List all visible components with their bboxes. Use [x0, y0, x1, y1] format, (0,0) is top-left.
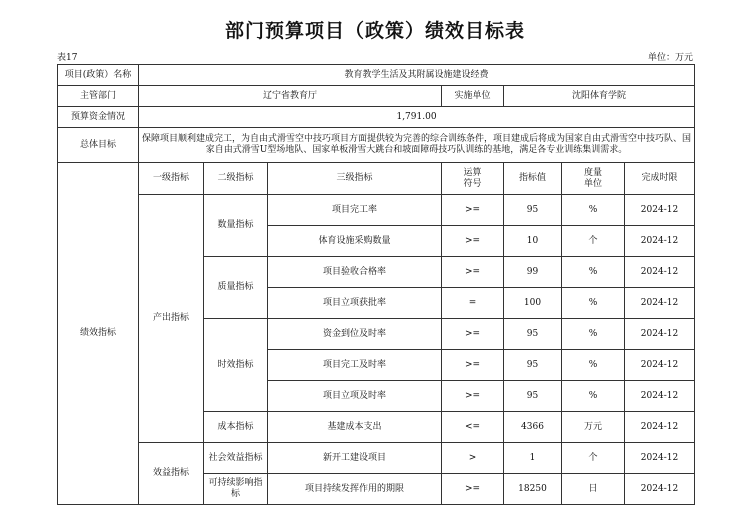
deadline-cell: 2024-12 [625, 381, 695, 412]
indicator-header-row [58, 163, 695, 195]
goal-label: 总体目标 [58, 128, 139, 163]
impl-unit-label: 实施单位 [442, 86, 504, 107]
unit-cell: % [562, 195, 625, 226]
deadline-cell: 2024-12 [625, 319, 695, 350]
funds-value: 1,791.00 [139, 107, 695, 128]
deadline-cell: 2024-12 [625, 288, 695, 319]
project-name-label: 项目(政策）名称 [58, 65, 139, 86]
value-cell: 99 [504, 257, 562, 288]
header-level3: 三级指标 [268, 163, 442, 195]
funds-row [58, 107, 695, 128]
level2-indicator: 可持续影响指 标 [204, 474, 268, 505]
operator-cell: >= [442, 226, 504, 257]
operator-cell: >= [442, 350, 504, 381]
level3-indicator: 基建成本支出 [268, 412, 442, 443]
deadline-cell: 2024-12 [625, 257, 695, 288]
value-cell: 95 [504, 195, 562, 226]
operator-cell: = [442, 288, 504, 319]
level3-indicator: 项目验收合格率 [268, 257, 442, 288]
unit-cell: % [562, 319, 625, 350]
project-name-row [58, 65, 695, 86]
perf-label: 绩效指标 [58, 163, 139, 505]
unit-cell: 日 [562, 474, 625, 505]
unit-cell: 个 [562, 443, 625, 474]
header-operator: 运算 符号 [442, 163, 504, 195]
value-cell: 95 [504, 319, 562, 350]
deadline-cell: 2024-12 [625, 226, 695, 257]
header-level1: 一级指标 [139, 163, 204, 195]
deadline-cell: 2024-12 [625, 443, 695, 474]
table-number: 表17 [57, 53, 78, 63]
header-deadline: 完成时限 [625, 163, 695, 195]
operator-cell: >= [442, 257, 504, 288]
header-value: 指标值 [504, 163, 562, 195]
level3-indicator: 项目持续发挥作用的期限 [268, 474, 442, 505]
level1-indicator: 产出指标 [139, 195, 204, 443]
indicator-row [58, 195, 695, 226]
unit-cell: % [562, 288, 625, 319]
header-level2: 二级指标 [204, 163, 268, 195]
dept-row [58, 86, 695, 107]
operator-cell: >= [442, 319, 504, 350]
unit-cell: % [562, 350, 625, 381]
deadline-cell: 2024-12 [625, 350, 695, 381]
goal-row [58, 128, 695, 163]
unit-cell: % [562, 381, 625, 412]
level3-indicator: 体育设施采购数量 [268, 226, 442, 257]
value-cell: 18250 [504, 474, 562, 505]
level3-indicator: 资金到位及时率 [268, 319, 442, 350]
goal-value: 保障项目顺利建成完工，为自由式滑雪空中技巧项目方面提供较为完善的综合训练条件，项目建成后将成为国家自由式滑雪空中技巧队、国家自由式滑雪U型场地队、国家单板滑雪大跳台和坡面障碍技巧队训练的基地，满足各专业训练集训需求。 [139, 128, 695, 163]
level2-indicator: 时效指标 [204, 319, 268, 412]
level3-indicator: 新开工建设项目 [268, 443, 442, 474]
page-title: 部门预算项目（政策）绩效目标表 [224, 20, 525, 42]
unit-cell: % [562, 257, 625, 288]
value-cell: 95 [504, 381, 562, 412]
level3-indicator: 项目立项及时率 [268, 381, 442, 412]
operator-cell: >= [442, 195, 504, 226]
operator-cell: >= [442, 474, 504, 505]
level2-indicator: 社会效益指标 [204, 443, 268, 474]
level2-indicator: 质量指标 [204, 257, 268, 319]
level3-indicator: 项目立项获批率 [268, 288, 442, 319]
value-cell: 4366 [504, 412, 562, 443]
operator-cell: >= [442, 381, 504, 412]
level1-indicator: 效益指标 [139, 443, 204, 505]
impl-unit-value: 沈阳体育学院 [504, 86, 695, 107]
deadline-cell: 2024-12 [625, 474, 695, 505]
level3-indicator: 项目完工率 [268, 195, 442, 226]
indicator-row [58, 443, 695, 474]
dept-label: 主管部门 [58, 86, 139, 107]
performance-table [57, 64, 695, 505]
deadline-cell: 2024-12 [625, 412, 695, 443]
funds-label: 预算资金情况 [58, 107, 139, 128]
deadline-cell: 2024-12 [625, 195, 695, 226]
value-cell: 100 [504, 288, 562, 319]
value-cell: 1 [504, 443, 562, 474]
unit-cell: 万元 [562, 412, 625, 443]
value-cell: 10 [504, 226, 562, 257]
header-unit: 度量 单位 [562, 163, 625, 195]
unit-label: 单位：万元 [647, 53, 693, 63]
level3-indicator: 项目完工及时率 [268, 350, 442, 381]
level2-indicator: 成本指标 [204, 412, 268, 443]
level2-indicator: 数量指标 [204, 195, 268, 257]
operator-cell: > [442, 443, 504, 474]
unit-cell: 个 [562, 226, 625, 257]
project-name-value: 教育教学生活及其附属设施建设经费 [139, 65, 695, 86]
dept-value: 辽宁省教育厅 [139, 86, 442, 107]
value-cell: 95 [504, 350, 562, 381]
operator-cell: <= [442, 412, 504, 443]
